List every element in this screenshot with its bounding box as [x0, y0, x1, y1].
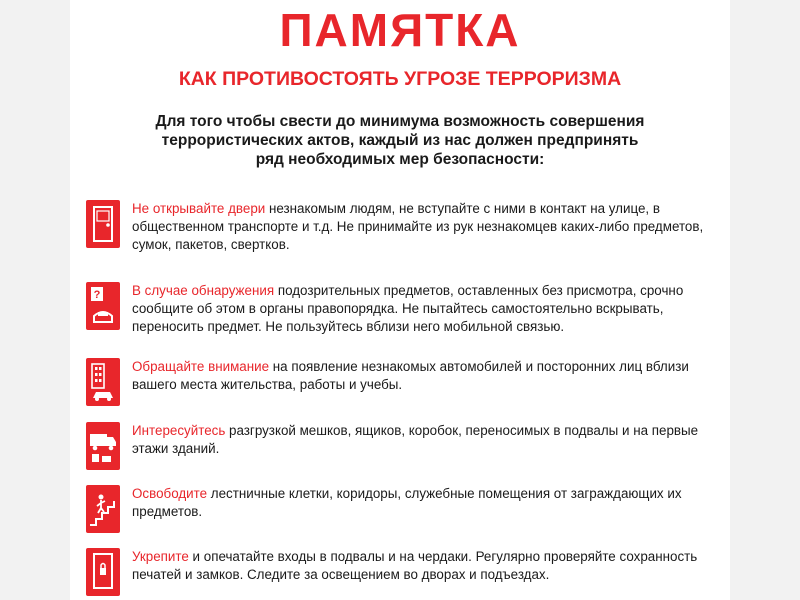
right-margin — [730, 0, 800, 600]
rule-text-unloading — [132, 422, 726, 458]
memo-subtitle: КАК ПРОТИВОСТОЯТЬ УГРОЗЕ ТЕРРОРИЗМА — [178, 68, 622, 90]
rule-text-attention — [132, 358, 726, 394]
phone-alert-icon — [86, 282, 120, 330]
intro-line-1: Для того чтобы свести до минимума возможность совершения — [155, 113, 645, 130]
left-margin — [0, 0, 70, 600]
memo-title: ПАМЯТКА — [279, 4, 521, 56]
rule-text-stairwells — [132, 485, 726, 521]
rule-highlight-attention: Обращайте внимание — [132, 359, 270, 374]
rule-text-seal — [132, 548, 726, 584]
sealed-door-icon — [86, 548, 120, 596]
door-icon — [86, 200, 120, 248]
rule-body-suspicious: подозрительных предметов, оставленных без присмотра, срочно сообщите об этом в органы правопорядка. Не пытайтесь самостоятельно вскрывать, переносить предмет. Не пользуйтесь вблизи него мобильной связью. — [132, 283, 684, 334]
rule-body-unloading: разгрузкой мешков, ящиков, коробок, переносимых в подвалы и на первые этажи зданий. — [132, 423, 699, 456]
intro-paragraph — [110, 112, 690, 169]
rule-highlight-suspicious: В случае обнаружения — [132, 283, 275, 298]
truck-icon — [86, 422, 120, 470]
memo-sheet — [70, 0, 730, 600]
intro-line-3: ряд необходимых мер безопасности: — [255, 151, 545, 168]
rule-highlight-doors: Не открывайте двери — [132, 201, 266, 216]
building-car-icon — [86, 358, 120, 406]
svg-text:?: ? — [93, 289, 101, 301]
rule-body-doors: незнакомым людям, не вступайте с ними в контакт на улице, в общественном транспорте и т.д. Не принимайте из рук незнакомцев каких-либо предметов, сумок, пакетов, свертков. — [132, 201, 704, 252]
rule-body-seal: и опечатайте входы в подвалы и на чердаки. Регулярно проверяйте сохранность печатей и замков. Следите за освещением во дворах и подъездах. — [132, 549, 698, 582]
intro-line-2: террористических актов, каждый из нас должен предпринять — [161, 132, 639, 149]
stairs-icon — [86, 485, 120, 533]
rule-highlight-unloading: Интересуйтесь — [132, 423, 226, 438]
rule-body-stairwells: лестничные клетки, коридоры, служебные помещения от заграждающих их предметов. — [132, 486, 682, 519]
rule-highlight-stairwells: Освободите — [132, 486, 208, 501]
rule-text-doors — [132, 200, 726, 254]
rule-body-attention: на появление незнакомых автомобилей и посторонних лиц вблизи вашего места жительства, работы и учебы. — [132, 359, 689, 392]
rule-highlight-seal: Укрепите — [132, 549, 189, 564]
rule-text-suspicious — [132, 282, 726, 336]
